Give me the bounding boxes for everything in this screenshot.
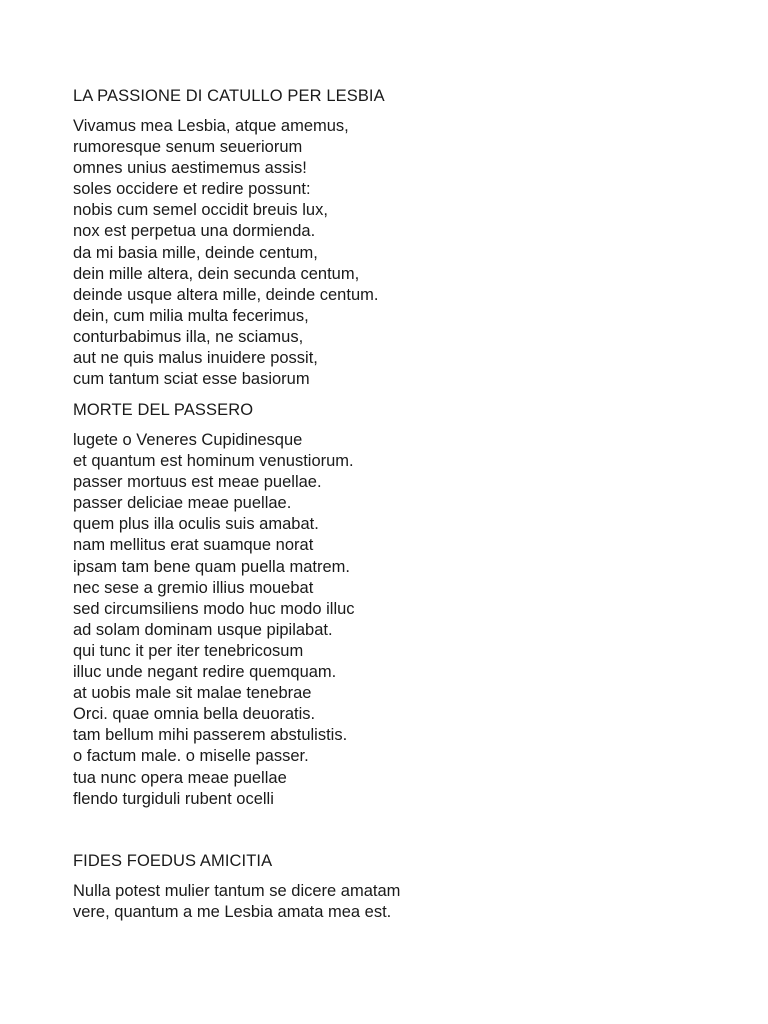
poem-line: nam mellitus erat suamque norat [73, 536, 314, 555]
poem-line: at uobis male sit malae tenebrae [73, 684, 312, 703]
poem-line: vere, quantum a me Lesbia amata mea est. [73, 903, 392, 922]
poem-line: Orci. quae omnia bella deuoratis. [73, 705, 316, 724]
poem-line: rumoresque senum seueriorum [73, 138, 303, 157]
poem-line: da mi basia mille, deinde centum, [73, 243, 318, 262]
poem-line: Nulla potest mulier tantum se dicere amatam [73, 882, 401, 900]
poem-line: et quantum est hominum venustiorum. [73, 452, 354, 471]
poem-line: Vivamus mea Lesbia, atque amemus, [73, 117, 349, 135]
poem-line: soles occidere et redire possunt: [73, 180, 311, 199]
poem-line: ipsam tam bene quam puella matrem. [73, 557, 350, 576]
poem-body-fides [73, 881, 400, 923]
poem-body-morte-passero [73, 430, 355, 810]
poem-line: flendo turgiduli rubent ocelli [73, 789, 274, 808]
poem-line: dein, cum milia multa fecerimus, [73, 306, 309, 325]
poem-line: aut ne quis malus inuidere possit, [73, 349, 318, 368]
poem-line: passer deliciae meae puellae. [73, 494, 292, 513]
poem-line: omnes unius aestimemus assis! [73, 159, 307, 178]
poem-line: ad solam dominam usque pipilabat. [73, 620, 333, 639]
poem-line: illuc unde negant redire quemquam. [73, 663, 337, 682]
poem-line: tua nunc opera meae puellae [73, 768, 287, 787]
poem-line: cum tantum sciat esse basiorum [73, 370, 310, 389]
poem-line: conturbabimus illa, ne sciamus, [73, 327, 304, 346]
poem-title-fides: FIDES FOEDUS AMICITIA [73, 852, 273, 870]
poem-line: dein mille altera, dein secunda centum, [73, 264, 360, 283]
poem-line: sed circumsiliens modo huc modo illuc [73, 599, 355, 618]
poem-title-morte-passero: MORTE DEL PASSERO [73, 401, 254, 419]
poem-line: qui tunc it per iter tenebricosum [73, 641, 304, 660]
poem-line: nox est perpetua una dormienda. [73, 222, 316, 241]
poem-line: deinde usque altera mille, deinde centum. [73, 285, 379, 304]
poem-title-passione: LA PASSIONE DI CATULLO PER LESBIA [73, 87, 385, 105]
poem-line: nec sese a gremio illius mouebat [73, 578, 314, 597]
poem-line: tam bellum mihi passerem abstulistis. [73, 726, 348, 745]
poem-line: passer mortuus est meae puellae. [73, 473, 322, 492]
poem-line: lugete o Veneres Cupidinesque [73, 431, 303, 449]
poem-line: o factum male. o miselle passer. [73, 747, 309, 766]
poem-line: quem plus illa oculis suis amabat. [73, 515, 319, 534]
poem-body-passione [73, 116, 378, 390]
poem-line: nobis cum semel occidit breuis lux, [73, 201, 328, 220]
